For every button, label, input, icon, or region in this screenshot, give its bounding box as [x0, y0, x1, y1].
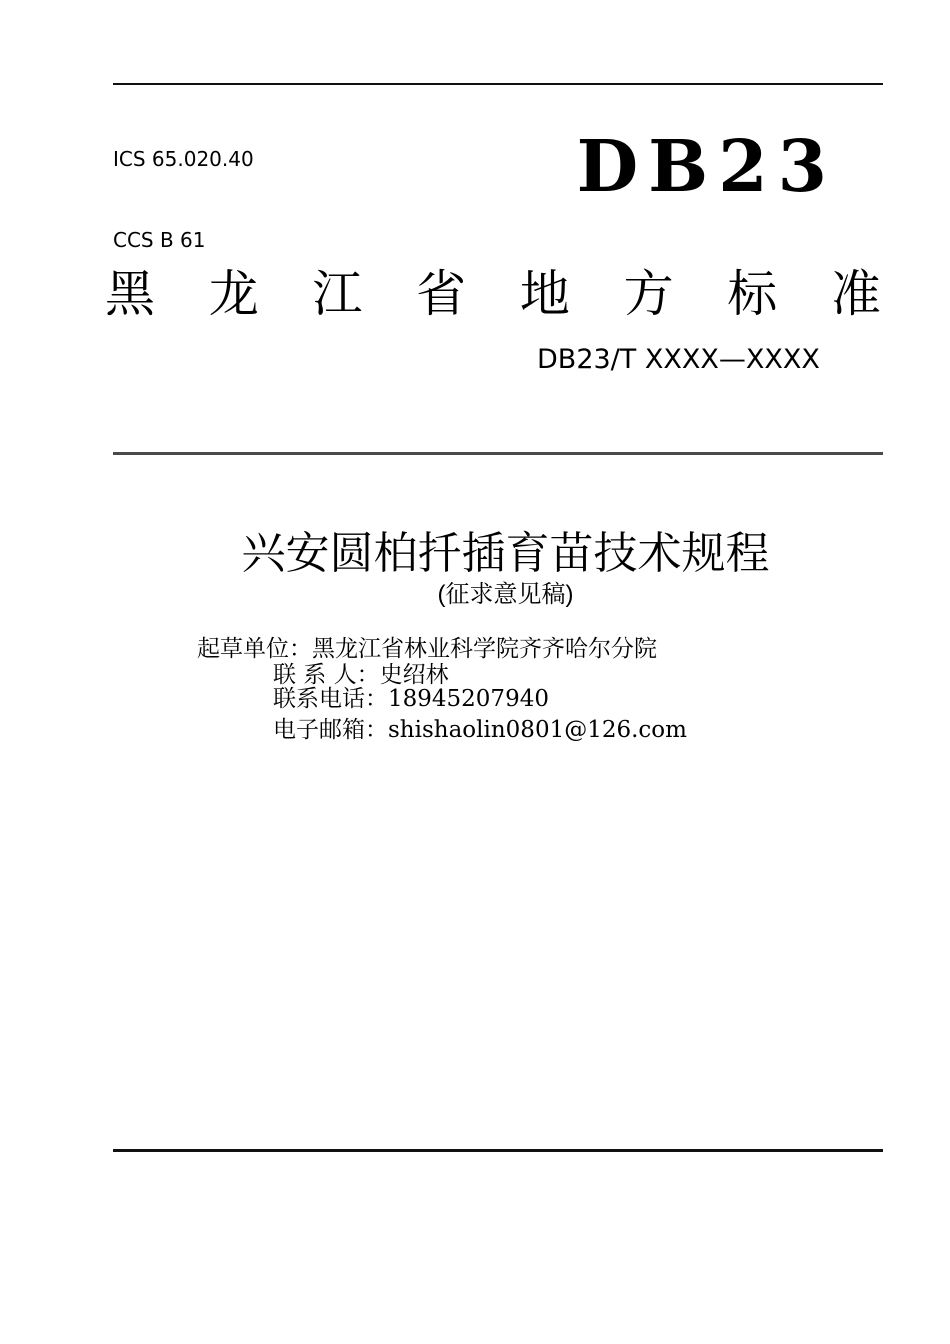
document-subtitle: (征求意见稿): [437, 581, 574, 608]
middle-rule: [113, 452, 883, 455]
drafting-unit-label: 起草单位：: [197, 636, 312, 662]
contact-phone-value: 18945207940: [388, 686, 549, 712]
drafting-unit-value: 黑龙江省林业科学院齐齐哈尔分院: [312, 636, 657, 662]
contact-email-value: shishaolin0801@126.com: [388, 717, 687, 743]
contact-phone-label: 联系电话：: [273, 686, 388, 712]
standard-name: 黑 龙 江 省 地 方 标 准: [105, 266, 881, 322]
ics-code: ICS 65.020.40: [113, 147, 254, 171]
document-title: 兴安圆柏扦插育苗技术规程: [241, 529, 770, 578]
ccs-code: CCS B 61: [113, 228, 206, 252]
bottom-rule: [113, 1149, 883, 1152]
contact-person-line: [273, 663, 449, 688]
db23-logo: DB23: [576, 124, 837, 208]
document-number: DB23/T XXXX—XXXX: [537, 344, 820, 375]
drafting-unit-line: [197, 637, 657, 662]
contact-email-label: 电子邮箱：: [273, 717, 388, 743]
contact-email-line: [273, 718, 687, 743]
contact-person-value: 史绍林: [379, 662, 449, 688]
contact-person-label: 联 系 人：: [273, 662, 380, 688]
top-rule: [113, 83, 883, 85]
contact-phone-line: [273, 687, 549, 712]
